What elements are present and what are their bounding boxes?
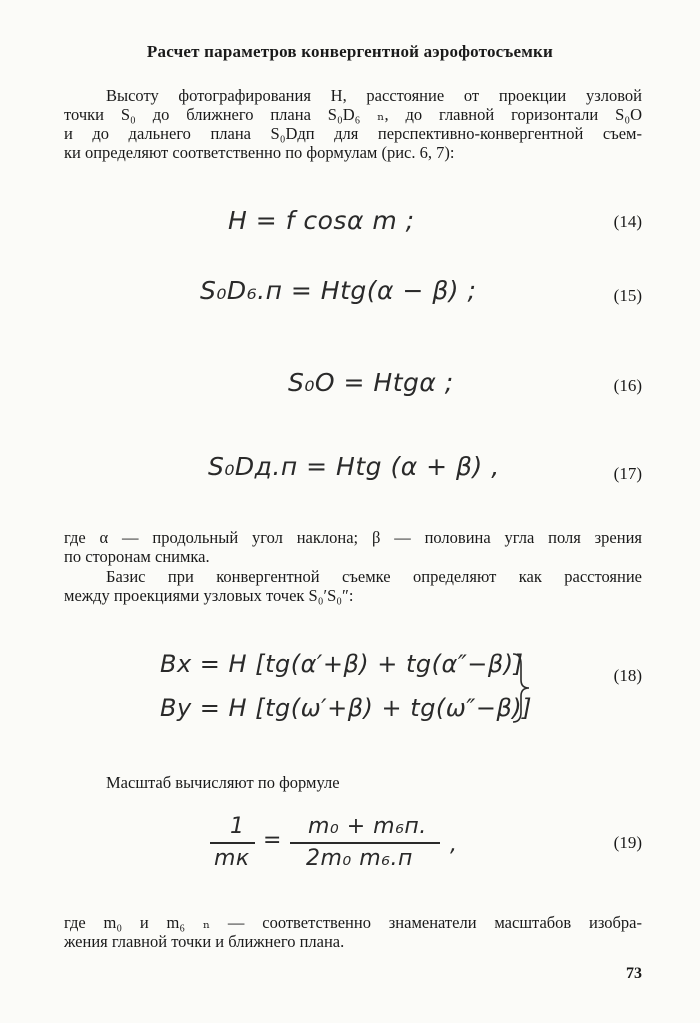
equation-number-14: (14) (613, 212, 642, 231)
equals-sign: = (263, 828, 282, 853)
text-line: и до дальнего плана S₀Dдп для перспективно-конвергентной съем- (64, 124, 642, 143)
equation-number-17: (17) (613, 464, 642, 483)
text-line: Масштаб вычисляют по формуле (106, 773, 340, 792)
equation-18-line-2: By = H [tg(ω′+β) + tg(ω″−β)] (160, 694, 533, 722)
equation-number-16: (16) (613, 376, 642, 395)
paragraph-intro (64, 86, 642, 162)
paragraph-scale (106, 773, 506, 792)
text-line: точки S₀ до ближнего плана S₀D₆ ₙ, до главной горизонтали S₀O (64, 105, 642, 124)
text-line: жения главной точки и ближнего плана. (64, 932, 345, 951)
equation-number-18: (18) (613, 666, 642, 685)
fraction-rhs-denominator: 2m₀ m₆.п (306, 846, 413, 871)
fraction-rhs-numerator: m₀ + m₆п. (308, 814, 427, 839)
equation-17: S₀Dд.п = Htg (α + β) , (208, 452, 500, 481)
paragraph-basis (64, 567, 642, 605)
page-number: 73 (626, 965, 642, 982)
text-line: по сторонам снимка. (64, 547, 210, 566)
comma: , (450, 832, 458, 857)
equation-number-15: (15) (613, 286, 642, 305)
equation-19 (210, 812, 440, 874)
paragraph-denominators (64, 913, 642, 951)
text-line: Базис при конвергентной съемке определяют как расстояние (106, 567, 642, 586)
equation-number-19: (19) (613, 833, 642, 852)
text-line: где m₀ и m₆ ₙ — соответственно знаменатели масштабов изобра- (64, 913, 642, 932)
fraction-line (290, 842, 440, 844)
text-line: между проекциями узловых точек S₀′S₀″: (64, 586, 354, 605)
paragraph-definitions (64, 528, 642, 566)
section-title: Расчет параметров конвергентной аэрофотосъемки (146, 42, 554, 61)
text-line: ки определяют соответственно по формулам (рис. 6, 7): (64, 143, 455, 162)
text-line: где α — продольный угол наклона; β — половина угла поля зрения (64, 528, 642, 547)
equation-18-line-1: Bx = H [tg(α′+β) + tg(α″−β)] (160, 650, 524, 678)
fraction-lhs-denominator: mк (214, 846, 250, 871)
text-line: Высоту фотографирования H, расстояние от проекции узловой (106, 86, 642, 105)
equation-15: S₀D₆.п = Htg(α − β) ; (200, 276, 477, 305)
right-brace (510, 652, 532, 724)
equation-14: H = f cosα m ; (228, 206, 415, 235)
fraction-line (210, 842, 255, 844)
fraction-lhs-numerator: 1 (230, 814, 245, 839)
equation-16: S₀O = Htgα ; (288, 368, 454, 397)
